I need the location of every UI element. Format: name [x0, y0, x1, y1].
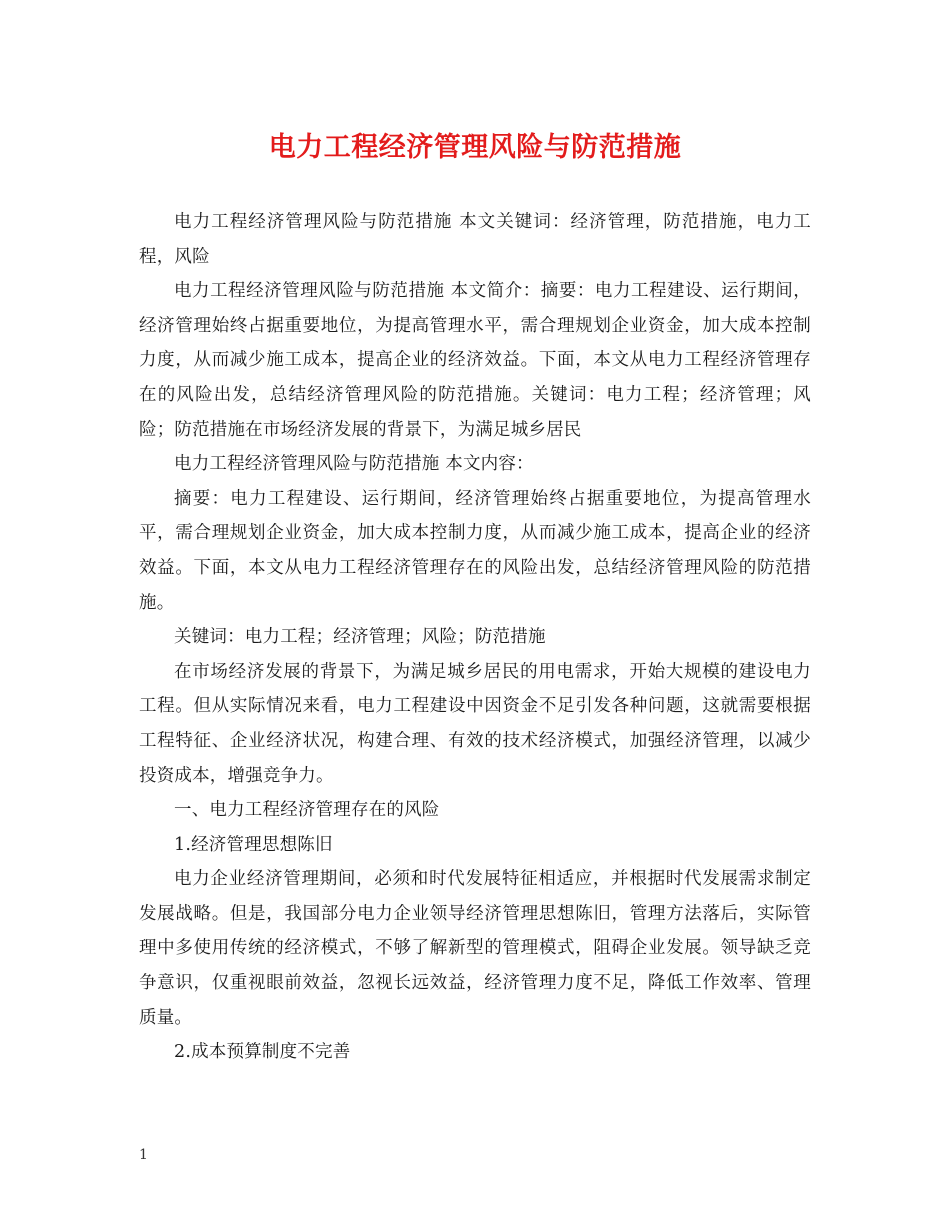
page-number: 1	[139, 1147, 148, 1163]
document-title: 电力工程经济管理风险与防范措施	[268, 132, 682, 163]
paragraph-outdated-thinking: 电力企业经济管理期间，必须和时代发展特征相适应，并根据时代发展需求制定发展战略。但是，我国部分电力企业领导经济管理思想陈旧，管理方法落后，实际管理中多使用传统的经济模式，不够了解新型的管理模式，阻碍企业发展。领导缺乏竞争意识，仅重视眼前效益，忽视长远效益，经济管理力度不足，降低工作效率、管理质量。	[139, 869, 811, 1028]
subheading-budget-system: 2.成本预算制度不完善	[174, 1042, 351, 1063]
paragraph-summary-intro: 电力工程经济管理风险与防范措施 本文简介：摘要：电力工程建设、运行期间，经济管理始终占据重要地位，为提高管理水平，需合理规划企业资金，加大成本控制力度，从而减少施工成本，提高企业的经济效益。下面，本文从电力工程经济管理存在的风险出发，总结经济管理风险的防范措施。关键词：电力工程；经济管理；风险；防范措施在市场经济发展的背景下，为满足城乡居民	[139, 281, 811, 440]
section-heading-risks: 一、电力工程经济管理存在的风险	[174, 800, 440, 821]
document-body	[139, 205, 811, 1070]
paragraph-keywords-intro: 电力工程经济管理风险与防范措施 本文关键词：经济管理，防范措施，电力工程，风险	[139, 212, 811, 267]
paragraph-content-intro: 电力工程经济管理风险与防范措施 本文内容：	[174, 454, 534, 475]
paragraph-keywords: 关键词：电力工程；经济管理；风险；防范措施	[174, 627, 546, 648]
subheading-outdated-thinking: 1.经济管理思想陈旧	[174, 834, 333, 855]
paragraph-background: 在市场经济发展的背景下，为满足城乡居民的用电需求，开始大规模的建设电力工程。但从实际情况来看，电力工程建设中因资金不足引发各种问题，这就需要根据工程特征、企业经济状况，构建合理、有效的技术经济模式，加强经济管理，以减少投资成本，增强竞争力。	[139, 661, 811, 786]
paragraph-abstract: 摘要：电力工程建设、运行期间，经济管理始终占据重要地位，为提高管理水平，需合理规划企业资金，加大成本控制力度，从而减少施工成本，提高企业的经济效益。下面，本文从电力工程经济管理存在的风险出发，总结经济管理风险的防范措施。	[139, 488, 811, 613]
